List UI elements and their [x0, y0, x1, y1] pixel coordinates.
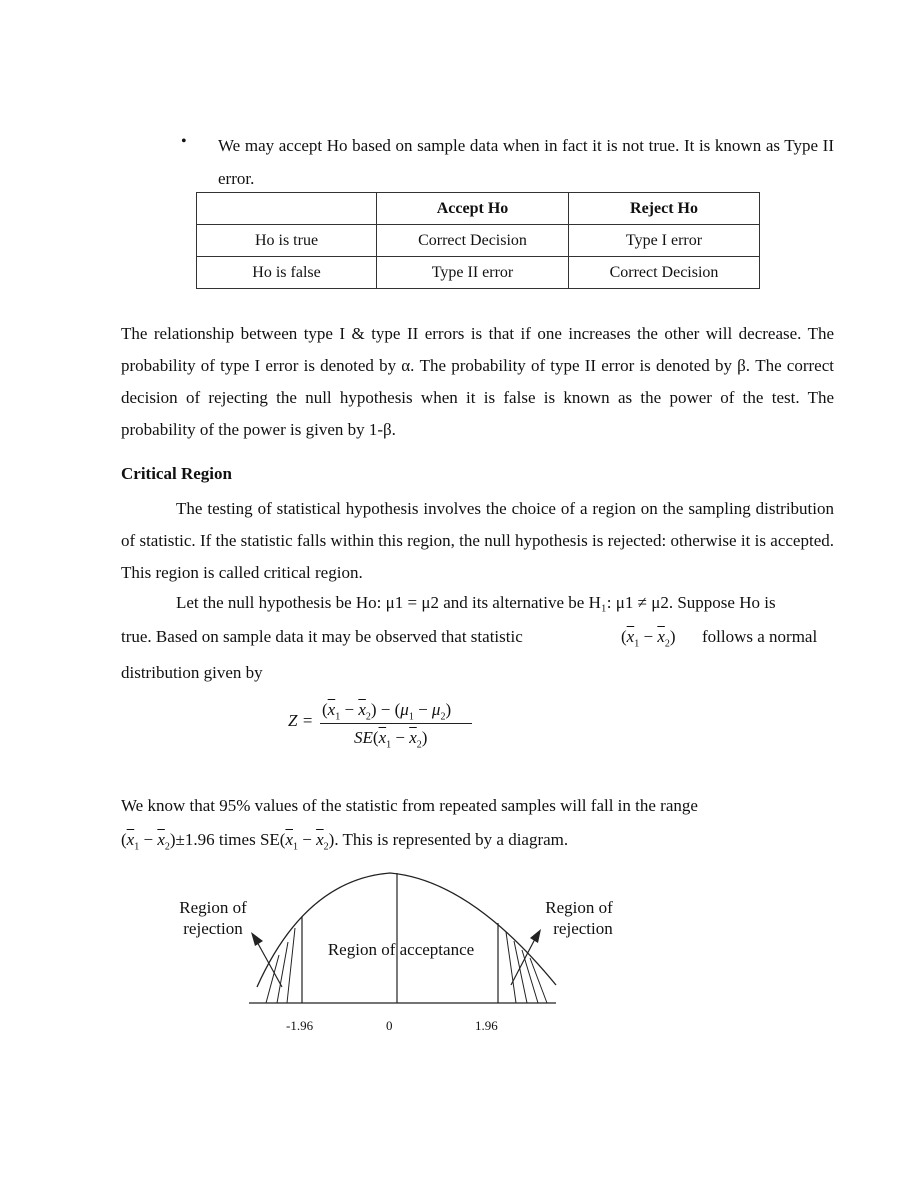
errors-paragraph: The relationship between type I & type II errors is that if one increases the other will decrease. The probability of type I error is denoted by α. The probability of type II error is denoted by β. The correct decision of rejecting the null hypothesis when it is false is known as the power of the test. The probability of the power is given by 1-β.: [121, 324, 834, 439]
right-rejection-label-1: Region of: [545, 898, 613, 917]
hatch-line: [522, 950, 538, 1003]
table-cell: Correct Decision: [377, 225, 569, 257]
table-cell: Type II error: [377, 257, 569, 289]
critical-region-paragraph: The testing of statistical hypothesis involves the choice of a region on the sampling distribution of statistic. If the statistic falls within this region, the null hypothesis is rejected: otherwise it is accepted. This region is called critical region.: [121, 499, 834, 582]
table-header-cell: Accept Ho: [377, 193, 569, 225]
left-rejection-label-1: Region of: [179, 898, 247, 917]
table-cell: Correct Decision: [569, 257, 760, 289]
table-cell: Ho is false: [197, 257, 377, 289]
tick-label: -1.96: [286, 1018, 314, 1033]
range-line-1: We know that 95% values of the statistic from repeated samples will fall in the range: [121, 796, 698, 815]
acceptance-label: Region of acceptance: [327, 940, 475, 959]
hypothesis-line-2-end: follows a normal: [702, 627, 818, 646]
statistic-expression: $(\overline{x}_1 - \overline{x}_2)$: [621, 627, 676, 650]
table-cell: Ho is true: [197, 225, 377, 257]
tick-label: 0: [386, 1018, 393, 1033]
hatch-line: [277, 942, 288, 1003]
bullet-text: We may accept Ho based on sample data when in fact it is not true. It is known as Type II error.: [218, 136, 834, 188]
hatch-line: [287, 928, 295, 1003]
range-end-text: . This is represented by a diagram.: [334, 830, 569, 849]
formula-numerator: $(\overline{x}_1 - \overline{x}_2) - (\mu_1 - \mu_2)$: [322, 700, 452, 723]
tick-label: 1.96: [475, 1018, 498, 1033]
bullet-symbol: •: [181, 133, 187, 150]
formula-denominator: $SE(\overline{x}_1 - \overline{x}_2)$: [354, 728, 428, 751]
hypothesis-line-2-start: true. Based on sample data it may be observed that statistic: [121, 627, 523, 646]
table-header-cell: Reject Ho: [569, 193, 760, 225]
formula-z-label: Z =: [288, 711, 314, 730]
section-heading: Critical Region: [121, 464, 232, 483]
right-rejection-label-2: rejection: [553, 919, 613, 938]
hypothesis-line-3: distribution given by: [121, 663, 263, 682]
left-rejection-label-2: rejection: [183, 919, 243, 938]
range-mid-text: ±1.96 times SE: [175, 830, 280, 849]
range-line-2: $(\overline{x}_1 - \overline{x}_2)\pm 1.96$ times $SE(\overline{x}_1 - \overline{x}_2)$. This is represented by a diagram.: [121, 830, 569, 853]
right-arrow-head: [530, 929, 541, 943]
table-cell: Type I error: [569, 225, 760, 257]
hypothesis-line-1: Let the null hypothesis be Ho: μ1 = μ2 and its alternative be H₁: μ1 ≠ μ2. Suppose Ho is: [176, 593, 776, 612]
